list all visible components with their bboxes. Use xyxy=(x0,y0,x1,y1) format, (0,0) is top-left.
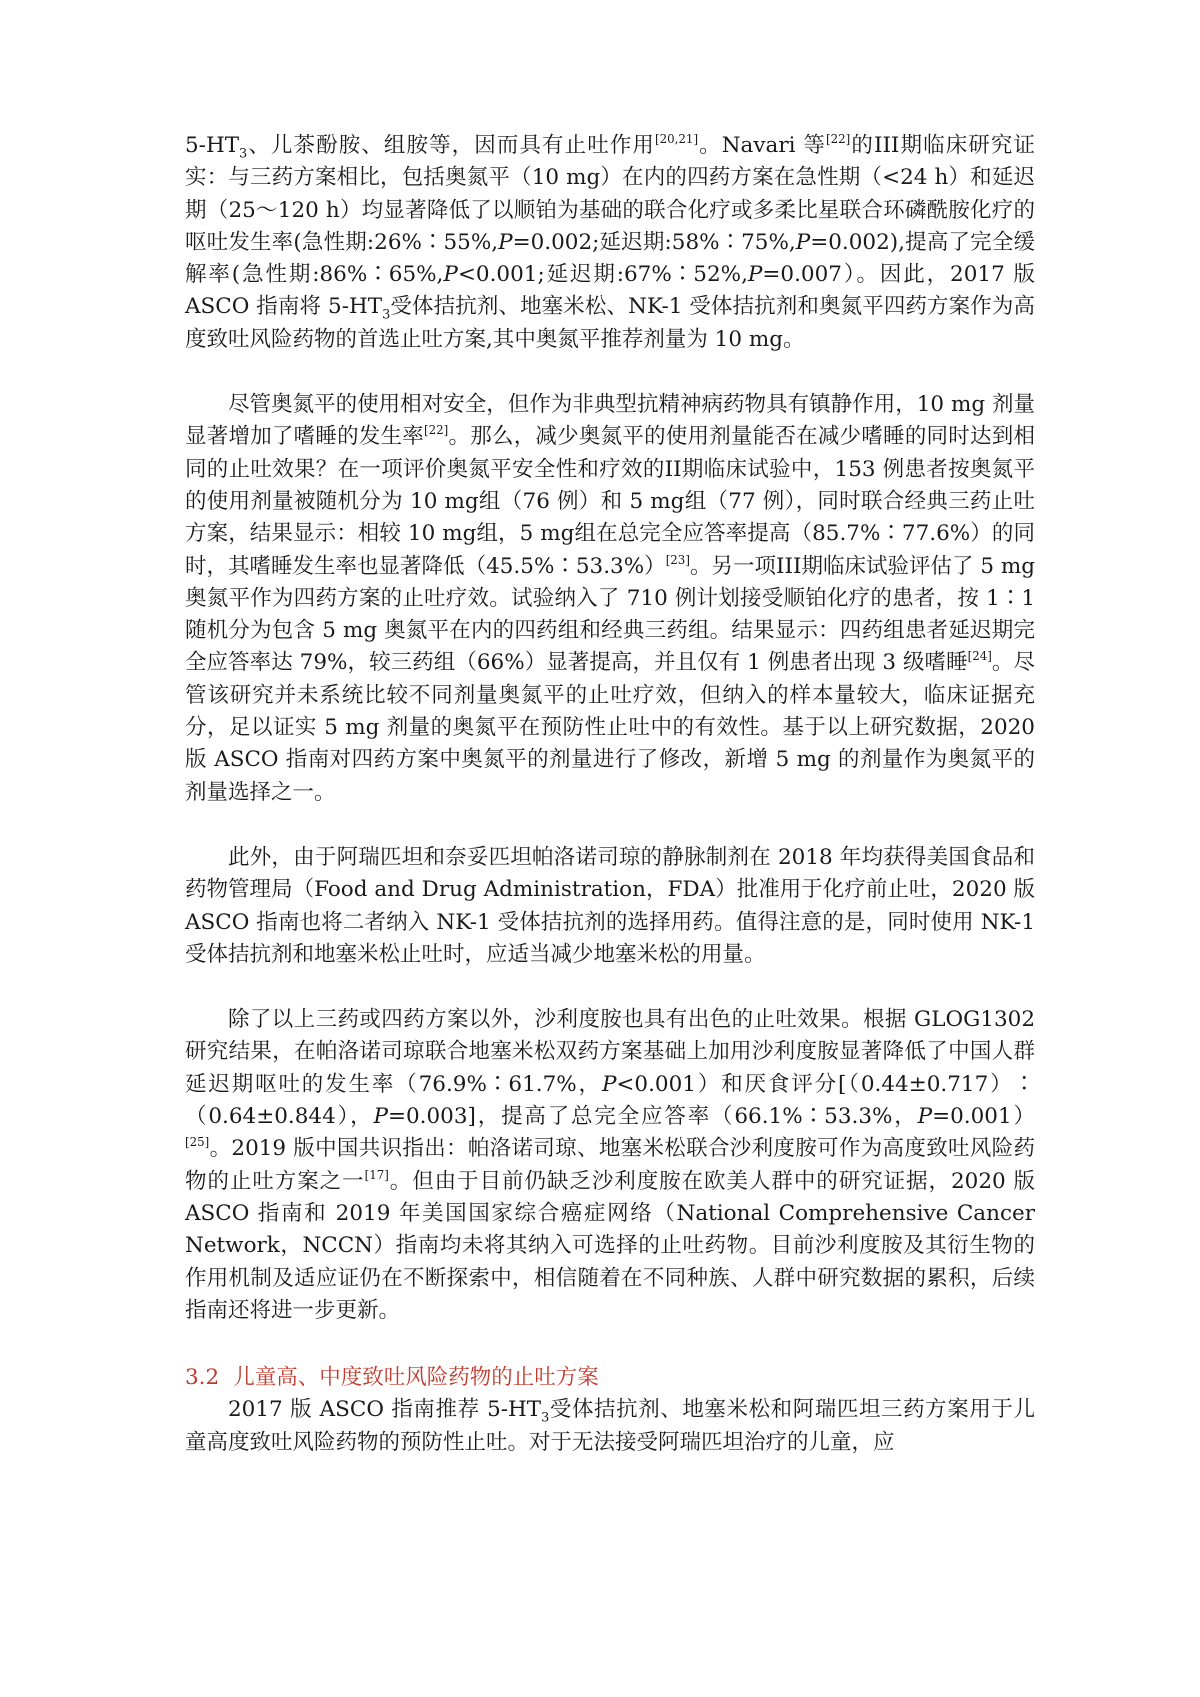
document-page xyxy=(185,130,1035,1459)
section-heading xyxy=(185,1362,1035,1394)
text-run: <0.001）和厌食评分[（0.44±0.717）∶（0.64±0.844）， xyxy=(185,1071,1036,1130)
text-run: 。2019 版中国共识指出：帕洛诺司琼、地塞米松联合沙利度胺可作为高度致吐风险药物的止吐方案之一 xyxy=(185,1136,1035,1194)
citation-ref: [22] xyxy=(826,132,851,147)
italic-symbol: P xyxy=(795,229,811,255)
paragraph-gap xyxy=(185,356,1035,389)
italic-symbol: P xyxy=(601,1071,617,1097)
text-run: =0.002),提高了完全缓解率(急性期:86%∶65%, xyxy=(185,229,1036,288)
text-run: 的III期临床研究证实：与三药方案相比，包括奥氮平（10 mg）在内的四药方案在急性期（<24 h）和延迟期（25～120 h）均显著降低了以顺铂为基础的联合化疗或多柔比星联合环磷酰胺化疗的呕吐发生率(急性期:26%∶55%, xyxy=(185,133,1035,255)
paragraph-gap xyxy=(185,1327,1035,1360)
text-run: 。另一项III期临床试验评估了 5 mg 奥氮平作为四药方案的止吐疗效。试验纳入了 710 例计划接受顺铂化疗的患者，按 1∶1 随机分为包含 5 mg 奥氮平在内的四药组和经典三药组。结果显示：四药组患者延迟期完全应答率达 79%，较三药组（66%）显著提高，并且仅有 1 例患者出现 3 级嗜睡 xyxy=(185,553,1035,676)
section-title: 儿童高、中度致吐风险药物的止吐方案 xyxy=(233,1365,599,1391)
italic-symbol: P xyxy=(443,262,458,288)
paragraph-3 xyxy=(185,842,1035,971)
italic-symbol: P xyxy=(917,1104,933,1130)
paragraph-gap xyxy=(185,809,1035,842)
text-run: 5-HT xyxy=(185,133,240,158)
paragraph-5 xyxy=(185,1394,1035,1459)
italic-symbol: P xyxy=(498,229,513,255)
citation-ref: [20,21] xyxy=(655,132,699,147)
subscript: 3 xyxy=(541,1410,550,1426)
text-run: 。Navari 等 xyxy=(698,133,827,158)
section-number: 3.2 xyxy=(185,1365,220,1391)
subscript: 3 xyxy=(239,146,248,162)
citation-ref: [23] xyxy=(665,552,690,567)
italic-symbol: P xyxy=(747,262,763,288)
text-run: 2017 版 ASCO 指南推荐 5-HT xyxy=(228,1397,542,1423)
subscript: 3 xyxy=(382,307,391,323)
text-run: 受体拮抗剂、地塞米松和阿瑞匹坦三药方案用于儿童高度致吐风险药物的预防性止吐。对于无法接受阿瑞匹坦治疗的儿童，应 xyxy=(185,1397,1035,1455)
text-run: 尽管奥氮平的使用相对安全，但作为非典型抗精神病药物具有镇静作用，10 mg 剂量显著增加了嗜睡的发生率 xyxy=(185,392,1035,450)
text-run: 。但由于目前仍缺乏沙利度胺在欧美人群中的研究证据，2020 版 ASCO 指南和 2019 年美国国家综合癌症网络（National Comprehensive Cancer Network，NCCN）指南均未将其纳入可选择的止吐药物。目前沙利度胺及其衍生物的作用机制及适应证仍在不断探索中，相信随着在不同种族、人群中研究数据的累积，后续指南还将进一步更新。 xyxy=(185,1168,1035,1323)
text-run: 受体拮抗剂、地塞米松、NK-1 受体拮抗剂和奥氮平四药方案作为高度致吐风险药物的首选止吐方案,其中奥氮平推荐剂量为 10 mg。 xyxy=(185,294,1035,352)
text-run: 。尽管该研究并未系统比较不同剂量奥氮平的止吐疗效，但纳入的样本量较大，临床证据充分，足以证实 5 mg 剂量的奥氮平在预防性止吐中的有效性。基于以上研究数据，2020 版 ASCO 指南对四药方案中奥氮平的剂量进行了修改，新增 5 mg 的剂量作为奥氮平的剂量选择之一。 xyxy=(185,650,1035,805)
citation-ref: [22] xyxy=(424,423,449,438)
text-run: 。那么，减少奥氮平的使用剂量能否在减少嗜睡的同时达到相同的止吐效果？在一项评价奥氮平安全性和疗效的II期临床试验中，153 例患者按奥氮平的使用剂量被随机分为 10 mg组（76 例）和 5 mg组（77 例），同时联合经典三药止吐方案，结果显示：相较 10 mg组，5 mg组在总完全应答率提高（85.7%∶77.6%）的同时，其嗜睡发生率也显著降低（45.5%∶53.3%） xyxy=(185,424,1035,579)
text-run: 、儿茶酚胺、组胺等，因而具有止吐作用 xyxy=(247,133,656,158)
paragraph-2 xyxy=(185,389,1035,809)
text-run: =0.002;延迟期:58%∶75%, xyxy=(512,229,796,255)
text-run: 此外，由于阿瑞匹坦和奈妥匹坦帕洛诺司琼的静脉制剂在 2018 年均获得美国食品和药物管理局（Food and Drug Administration，FDA）批准用于化疗前止吐，2020 版 ASCO 指南也将二者纳入 NK-1 受体拮抗剂的选择用药。值得注意的是，同时使用 NK-1 受体拮抗剂和地塞米松止吐时，应适当减少地塞米松的用量。 xyxy=(185,844,1035,967)
italic-symbol: P xyxy=(373,1104,388,1130)
citation-ref: [24] xyxy=(967,649,992,664)
citation-ref: [17] xyxy=(364,1167,389,1182)
text-run: <0.001;延迟期:67%∶52%, xyxy=(457,262,748,288)
paragraph-1 xyxy=(185,130,1035,356)
paragraph-4 xyxy=(185,1004,1035,1327)
paragraph-gap xyxy=(185,971,1035,1004)
text-run: =0.007）。因此，2017 版 ASCO 指南将 5-HT xyxy=(185,262,1035,320)
text-run: =0.003]，提高了总完全应答率（66.1%∶53.3%， xyxy=(387,1104,918,1130)
citation-ref: [25] xyxy=(185,1135,210,1150)
text-run: 除了以上三药或四药方案以外，沙利度胺也具有出色的止吐效果。根据 GLOG1302 研究结果，在帕洛诺司琼联合地塞米松双药方案基础上加用沙利度胺显著降低了中国人群延迟期呕吐的发生率（76.9%∶61.7%， xyxy=(185,1007,1035,1097)
text-run: =0.001） xyxy=(932,1104,1035,1130)
